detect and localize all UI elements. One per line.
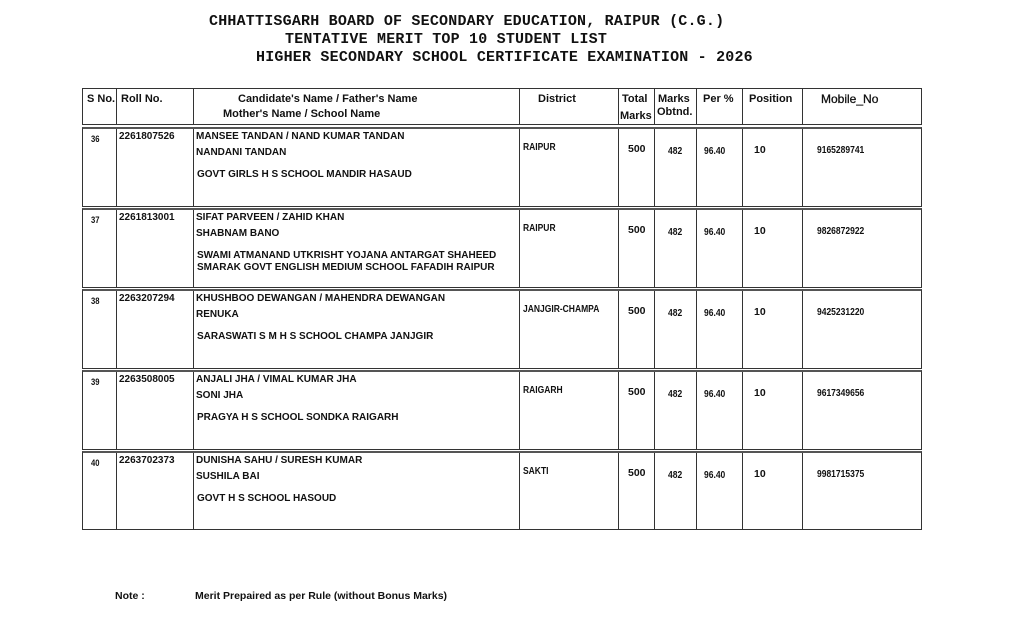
column-divider: [654, 291, 655, 368]
header-sno: S No.: [87, 93, 116, 105]
column-divider: [116, 89, 117, 124]
exam-title: HIGHER SECONDARY SCHOOL CERTIFICATE EXAMINATION - 2026: [256, 49, 753, 66]
cell-marks-obtained: 482: [668, 308, 683, 319]
cell-total-marks: 500: [628, 143, 646, 155]
column-divider: [519, 210, 520, 287]
column-divider: [802, 291, 803, 368]
cell-marks-obtained: 482: [668, 470, 683, 481]
cell-total-marks: 500: [628, 224, 646, 236]
column-divider: [654, 210, 655, 287]
cell-mobile: 9165289741: [817, 145, 865, 156]
column-divider: [742, 453, 743, 529]
column-divider: [696, 453, 697, 529]
cell-roll: 2261813001: [119, 212, 175, 223]
cell-mother: SHABNAM BANO: [196, 228, 280, 239]
cell-school: GOVT GIRLS H S SCHOOL MANDIR HASAUD: [197, 169, 412, 180]
cell-school: SWAMI ATMANAND UTKRISHT YOJANA ANTARGAT SHAHEED SMARAK GOVT ENGLISH MEDIUM SCHOOL FAFADIH RAIPUR: [197, 250, 497, 273]
cell-candidate-father: SIFAT PARVEEN / ZAHID KHAN: [196, 212, 345, 223]
cell-position: 10: [754, 306, 766, 318]
column-divider: [802, 129, 803, 206]
note-text: Merit Prepaired as per Rule (without Bonus Marks): [195, 590, 448, 602]
table-row: [82, 289, 922, 369]
column-divider: [519, 129, 520, 206]
cell-mobile: 9617349656: [817, 388, 865, 399]
cell-roll: 2263207294: [119, 293, 175, 304]
cell-candidate-father: DUNISHA SAHU / SURESH KUMAR: [196, 455, 363, 466]
cell-school: SARASWATI S M H S SCHOOL CHAMPA JANJGIR: [197, 331, 434, 342]
column-divider: [618, 291, 619, 368]
cell-district: JANJGIR-CHAMPA: [523, 304, 600, 315]
column-divider: [519, 291, 520, 368]
cell-candidate-father: MANSEE TANDAN / NAND KUMAR TANDAN: [196, 131, 405, 142]
cell-mother: RENUKA: [196, 309, 239, 320]
table-row: [82, 127, 922, 207]
cell-sno: 38: [91, 296, 100, 306]
cell-total-marks: 500: [628, 305, 646, 317]
cell-district: RAIPUR: [523, 223, 556, 234]
cell-position: 10: [754, 225, 766, 237]
column-divider: [116, 210, 117, 287]
cell-percent: 96.40: [704, 227, 726, 238]
header-position: Position: [749, 93, 793, 105]
column-divider: [696, 129, 697, 206]
header-mobile: Mobile_No: [821, 92, 879, 106]
cell-marks-obtained: 482: [668, 146, 683, 157]
column-divider: [116, 291, 117, 368]
cell-marks-obtained: 482: [668, 389, 683, 400]
cell-sno: 36: [91, 134, 100, 144]
cell-percent: 96.40: [704, 308, 726, 319]
cell-district: SAKTI: [523, 466, 549, 477]
column-divider: [696, 291, 697, 368]
column-divider: [802, 210, 803, 287]
cell-marks-obtained: 482: [668, 227, 683, 238]
cell-district: RAIGARH: [523, 385, 563, 396]
column-divider: [742, 89, 743, 124]
table-row: [82, 451, 922, 530]
note-label: Note :: [115, 590, 145, 602]
header-percent: Per %: [703, 93, 734, 105]
column-divider: [618, 210, 619, 287]
cell-district: RAIPUR: [523, 142, 556, 153]
cell-position: 10: [754, 387, 766, 399]
cell-mother: NANDANI TANDAN: [196, 147, 287, 158]
column-divider: [618, 89, 619, 124]
header-total-line1: Total: [622, 93, 648, 105]
cell-sno: 37: [91, 215, 100, 225]
column-divider: [193, 210, 194, 287]
cell-total-marks: 500: [628, 467, 646, 479]
header-name-line1: Candidate's Name / Father's Name: [238, 93, 418, 105]
column-divider: [193, 453, 194, 529]
cell-mother: SUSHILA BAI: [196, 471, 260, 482]
column-divider: [193, 89, 194, 124]
cell-school: GOVT H S SCHOOL HASOUD: [197, 493, 337, 504]
column-divider: [696, 210, 697, 287]
cell-position: 10: [754, 468, 766, 480]
cell-percent: 96.40: [704, 146, 726, 157]
column-divider: [116, 129, 117, 206]
column-divider: [742, 129, 743, 206]
cell-mobile: 9826872922: [817, 226, 865, 237]
list-title: TENTATIVE MERIT TOP 10 STUDENT LIST: [285, 31, 608, 48]
column-divider: [618, 372, 619, 449]
cell-mobile: 9425231220: [817, 307, 865, 318]
cell-roll: 2263702373: [119, 455, 175, 466]
column-divider: [519, 89, 520, 124]
header-total-line2: Marks: [620, 110, 652, 122]
column-divider: [519, 372, 520, 449]
header-roll: Roll No.: [121, 93, 163, 105]
column-divider: [193, 291, 194, 368]
table-row: [82, 208, 922, 288]
column-divider: [618, 453, 619, 529]
cell-candidate-father: ANJALI JHA / VIMAL KUMAR JHA: [196, 374, 357, 385]
board-title: CHHATTISGARH BOARD OF SECONDARY EDUCATION, RAIPUR (C.G.): [209, 13, 725, 30]
column-divider: [116, 372, 117, 449]
column-divider: [802, 372, 803, 449]
cell-sno: 40: [91, 458, 100, 468]
column-divider: [519, 453, 520, 529]
header-district: District: [538, 93, 576, 105]
cell-percent: 96.40: [704, 389, 726, 400]
column-divider: [654, 453, 655, 529]
header-obtained-line2: Obtnd.: [657, 106, 693, 118]
column-divider: [116, 453, 117, 529]
column-divider: [696, 89, 697, 124]
column-divider: [654, 372, 655, 449]
column-divider: [654, 89, 655, 124]
column-divider: [193, 372, 194, 449]
column-divider: [696, 372, 697, 449]
header-obtained-line1: Marks: [658, 93, 690, 105]
header-name-line2: Mother's Name / School Name: [223, 108, 381, 120]
cell-roll: 2263508005: [119, 374, 175, 385]
column-divider: [654, 129, 655, 206]
column-divider: [618, 129, 619, 206]
cell-roll: 2261807526: [119, 131, 175, 142]
cell-position: 10: [754, 144, 766, 156]
cell-mother: SONI JHA: [196, 390, 244, 401]
column-divider: [193, 129, 194, 206]
cell-sno: 39: [91, 377, 100, 387]
column-divider: [802, 453, 803, 529]
table-header: [82, 88, 922, 125]
cell-mobile: 9981715375: [817, 469, 865, 480]
cell-total-marks: 500: [628, 386, 646, 398]
column-divider: [742, 210, 743, 287]
cell-candidate-father: KHUSHBOO DEWANGAN / MAHENDRA DEWANGAN: [196, 293, 446, 304]
table-row: [82, 370, 922, 450]
column-divider: [742, 372, 743, 449]
column-divider: [742, 291, 743, 368]
column-divider: [802, 89, 803, 124]
cell-percent: 96.40: [704, 470, 726, 481]
cell-school: PRAGYA H S SCHOOL SONDKA RAIGARH: [197, 412, 399, 423]
